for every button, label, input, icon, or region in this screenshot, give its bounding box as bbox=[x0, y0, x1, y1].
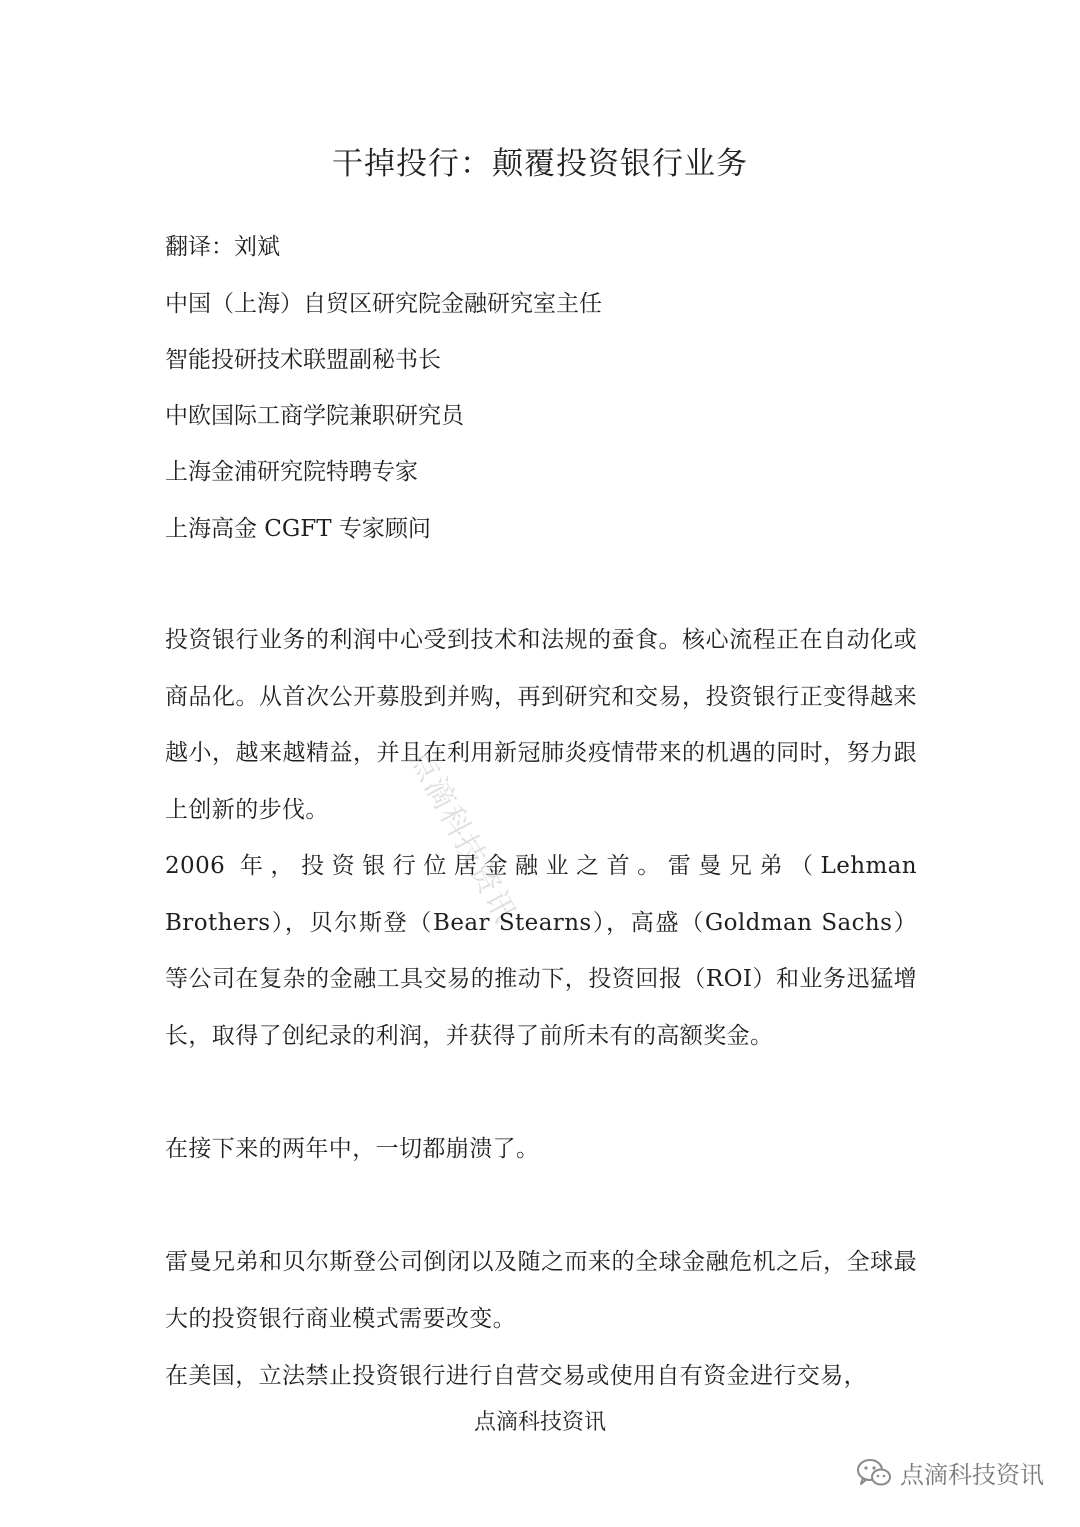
page-footer: 点滴科技资讯 bbox=[473, 1410, 606, 1435]
brand-watermark bbox=[856, 1455, 1044, 1490]
author-affiliation: 中国（上海）自贸区研究院金融研究室主任 bbox=[165, 291, 602, 317]
author-affiliation: 上海金浦研究院特聘专家 bbox=[165, 459, 418, 485]
body-paragraph: 雷曼兄弟和贝尔斯登公司倒闭以及随之而来的全球金融危机之后，全球最大的投资银行商业模式需要改变。 bbox=[165, 1249, 917, 1332]
author-affiliation: 智能投研技术联盟副秘书长 bbox=[165, 347, 441, 373]
body-paragraph: 在接下来的两年中，一切都崩溃了。 bbox=[165, 1136, 540, 1162]
author-affiliation: 上海高金 CGFT 专家顾问 bbox=[165, 516, 431, 542]
diagonal-watermark: 点滴科技资讯 bbox=[402, 743, 524, 930]
body-paragraph: 在美国，立法禁止投资银行进行自营交易或使用自有资金进行交易， bbox=[165, 1363, 867, 1389]
wechat-icon bbox=[856, 1458, 892, 1488]
document-title: 干掉投行：颠覆投资银行业务 bbox=[332, 146, 748, 182]
body-paragraph: 2006 年，投资银行位居金融业之首。雷曼兄弟（Lehman Brothers），贝尔斯登（Bear Stearns），高盛（Goldman Sachs）等公司在复杂的金融工具交易的推动下，投资回报（ROI）和业务迅猛增长，取得了创纪录的利润，并获得了前所未有的高额奖金。 bbox=[165, 853, 917, 1049]
author-affiliation: 中欧国际工商学院兼职研究员 bbox=[165, 403, 464, 429]
translator-line: 翻译：刘斌 bbox=[165, 234, 280, 260]
body-paragraph: 投资银行业务的利润中心受到技术和法规的蚕食。核心流程正在自动化或商品化。从首次公开募股到并购，再到研究和交易，投资银行正变得越来越小，越来越精益，并且在利用新冠肺炎疫情带来的机遇的同时，努力跟上创新的步伐。 bbox=[165, 627, 917, 823]
brand-watermark-text: 点滴科技资讯 bbox=[900, 1461, 1044, 1489]
